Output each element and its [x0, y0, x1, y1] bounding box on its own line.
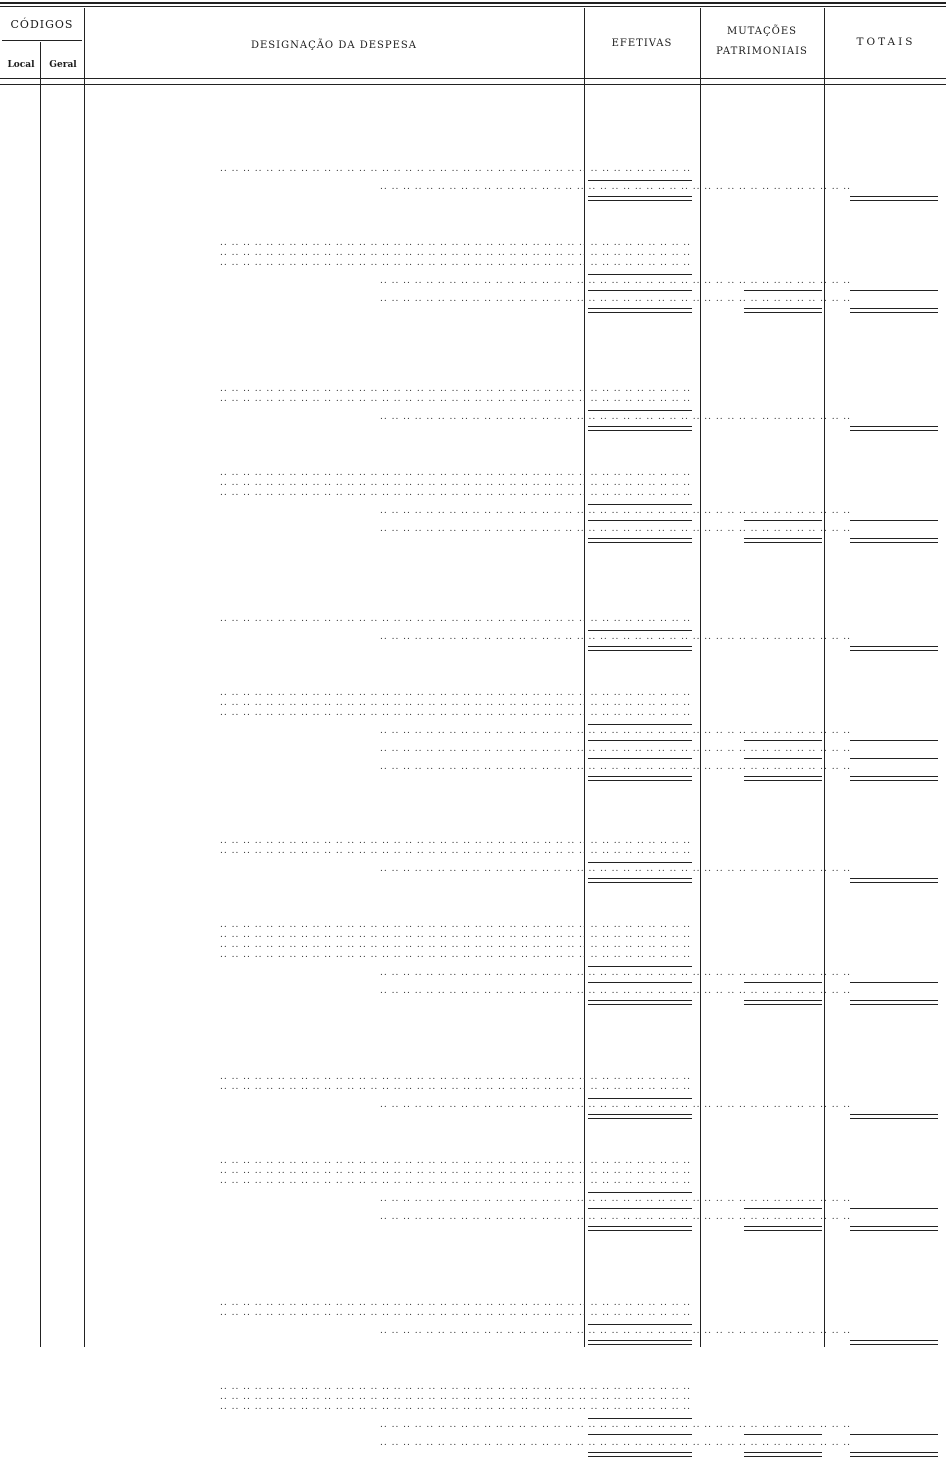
- leader-dots: .. .. .. .. .. .. .. .. .. .. .. .. .. .. .. .. .. .. .. .. .. .. .. .. .. .. .. .. .. .. .. .. .. .. .. .. .. .. .. .. ..: [380, 1420, 852, 1430]
- totais-rule: [850, 426, 938, 427]
- mutacoes-rule: [744, 1004, 822, 1005]
- mutacoes-rule: [744, 520, 822, 521]
- leader-dots: .. .. .. .. .. .. .. .. .. .. .. .. .. .. .. .. .. .. .. .. .. .. .. .. .. .. .. .. .. .. .. .. .. .. .. .. .. .. .. .. ..: [220, 1392, 692, 1402]
- leader-dots: .. .. .. .. .. .. .. .. .. .. .. .. .. .. .. .. .. .. .. .. .. .. .. .. .. .. .. .. .. .. .. .. .. .. .. .. .. .. .. .. ..: [220, 920, 692, 930]
- leader-dots: .. .. .. .. .. .. .. .. .. .. .. .. .. .. .. .. .. .. .. .. .. .. .. .. .. .. .. .. .. .. .. .. .. .. .. .. .. .. .. .. ..: [220, 1156, 692, 1166]
- leader-dots: .. .. .. .. .. .. .. .. .. .. .. .. .. .. .. .. .. .. .. .. .. .. .. .. .. .. .. .. .. .. .. .. .. .. .. .. .. .. .. .. ..: [380, 294, 852, 304]
- leader-dots: .. .. .. .. .. .. .. .. .. .. .. .. .. .. .. .. .. .. .. .. .. .. .. .. .. .. .. .. .. .. .. .. .. .. .. .. .. .. .. .. ..: [220, 950, 692, 960]
- totais-rule: [850, 1344, 938, 1345]
- header-efetivas: EFETIVAS: [611, 38, 673, 49]
- header-designacao: DESIGNAÇÃO DA DESPESA: [250, 40, 417, 51]
- mutacoes-rule: [744, 776, 822, 777]
- leader-dots: .. .. .. .. .. .. .. .. .. .. .. .. .. .. .. .. .. .. .. .. .. .. .. .. .. .. .. .. .. .. .. .. .. .. .. .. .. .. .. .. ..: [220, 164, 692, 174]
- leader-dots: .. .. .. .. .. .. .. .. .. .. .. .. .. .. .. .. .. .. .. .. .. .. .. .. .. .. .. .. .. .. .. .. .. .. .. .. .. .. .. .. ..: [380, 632, 852, 642]
- header-totais: TOTAIS: [856, 36, 916, 48]
- leader-dots: .. .. .. .. .. .. .. .. .. .. .. .. .. .. .. .. .. .. .. .. .. .. .. .. .. .. .. .. .. .. .. .. .. .. .. .. .. .. .. .. ..: [220, 614, 692, 624]
- totais-rule: [850, 1000, 938, 1001]
- leader-dots: .. .. .. .. .. .. .. .. .. .. .. .. .. .. .. .. .. .. .. .. .. .. .. .. .. .. .. .. .. .. .. .. .. .. .. .. .. .. .. .. ..: [220, 1402, 692, 1412]
- header-patrimoniais: PATRIMONIAIS: [716, 46, 808, 57]
- col-rule-desc: [584, 8, 585, 1347]
- totais-rule: [850, 1434, 938, 1435]
- efetivas-rule: [588, 538, 692, 539]
- mutacoes-rule: [744, 1208, 822, 1209]
- subtotal-rule: [588, 1192, 692, 1193]
- top-rule: [0, 2, 946, 4]
- leader-dots: .. .. .. .. .. .. .. .. .. .. .. .. .. .. .. .. .. .. .. .. .. .. .. .. .. .. .. .. .. .. .. .. .. .. .. .. .. .. .. .. ..: [220, 1166, 692, 1176]
- mutacoes-rule: [744, 982, 822, 983]
- efetivas-rule: [588, 1226, 692, 1227]
- efetivas-rule: [588, 1004, 692, 1005]
- leader-dots: .. .. .. .. .. .. .. .. .. .. .. .. .. .. .. .. .. .. .. .. .. .. .. .. .. .. .. .. .. .. .. .. .. .. .. .. .. .. .. .. ..: [380, 1326, 852, 1336]
- leader-dots: .. .. .. .. .. .. .. .. .. .. .. .. .. .. .. .. .. .. .. .. .. .. .. .. .. .. .. .. .. .. .. .. .. .. .. .. .. .. .. .. ..: [220, 940, 692, 950]
- codigos-split-rule: [2, 40, 82, 41]
- mutacoes-rule: [744, 1434, 822, 1435]
- totais-rule: [850, 882, 938, 883]
- efetivas-rule: [588, 430, 692, 431]
- mutacoes-rule: [744, 308, 822, 309]
- leader-dots: .. .. .. .. .. .. .. .. .. .. .. .. .. .. .. .. .. .. .. .. .. .. .. .. .. .. .. .. .. .. .. .. .. .. .. .. .. .. .. .. ..: [380, 864, 852, 874]
- efetivas-rule: [588, 650, 692, 651]
- leader-dots: .. .. .. .. .. .. .. .. .. .. .. .. .. .. .. .. .. .. .. .. .. .. .. .. .. .. .. .. .. .. .. .. .. .. .. .. .. .. .. .. ..: [220, 708, 692, 718]
- subtotal-rule: [588, 274, 692, 275]
- header-geral: Geral: [49, 60, 77, 70]
- leader-dots: .. .. .. .. .. .. .. .. .. .. .. .. .. .. .. .. .. .. .. .. .. .. .. .. .. .. .. .. .. .. .. .. .. .. .. .. .. .. .. .. ..: [380, 412, 852, 422]
- leader-dots: .. .. .. .. .. .. .. .. .. .. .. .. .. .. .. .. .. .. .. .. .. .. .. .. .. .. .. .. .. .. .. .. .. .. .. .. .. .. .. .. ..: [220, 488, 692, 498]
- leader-dots: .. .. .. .. .. .. .. .. .. .. .. .. .. .. .. .. .. .. .. .. .. .. .. .. .. .. .. .. .. .. .. .. .. .. .. .. .. .. .. .. ..: [220, 1176, 692, 1186]
- mutacoes-rule: [744, 1230, 822, 1231]
- totais-rule: [850, 878, 938, 879]
- subtotal-rule: [588, 1324, 692, 1325]
- efetivas-rule: [588, 1000, 692, 1001]
- mutacoes-rule: [744, 1452, 822, 1453]
- efetivas-rule: [588, 776, 692, 777]
- leader-dots: .. .. .. .. .. .. .. .. .. .. .. .. .. .. .. .. .. .. .. .. .. .. .. .. .. .. .. .. .. .. .. .. .. .. .. .. .. .. .. .. ..: [220, 1072, 692, 1082]
- leader-dots: .. .. .. .. .. .. .. .. .. .. .. .. .. .. .. .. .. .. .. .. .. .. .. .. .. .. .. .. .. .. .. .. .. .. .. .. .. .. .. .. ..: [220, 930, 692, 940]
- totais-rule: [850, 196, 938, 197]
- leader-dots: .. .. .. .. .. .. .. .. .. .. .. .. .. .. .. .. .. .. .. .. .. .. .. .. .. .. .. .. .. .. .. .. .. .. .. .. .. .. .. .. ..: [380, 506, 852, 516]
- subtotal-rule: [588, 1418, 692, 1419]
- header-mutacoes: MUTAÇÕES: [726, 26, 797, 37]
- efetivas-rule: [588, 312, 692, 313]
- efetivas-rule: [588, 1452, 692, 1453]
- leader-dots: .. .. .. .. .. .. .. .. .. .. .. .. .. .. .. .. .. .. .. .. .. .. .. .. .. .. .. .. .. .. .. .. .. .. .. .. .. .. .. .. ..: [220, 836, 692, 846]
- leader-dots: .. .. .. .. .. .. .. .. .. .. .. .. .. .. .. .. .. .. .. .. .. .. .. .. .. .. .. .. .. .. .. .. .. .. .. .. .. .. .. .. ..: [220, 1082, 692, 1092]
- leader-dots: .. .. .. .. .. .. .. .. .. .. .. .. .. .. .. .. .. .. .. .. .. .. .. .. .. .. .. .. .. .. .. .. .. .. .. .. .. .. .. .. ..: [380, 1194, 852, 1204]
- header-local: Local: [7, 60, 35, 70]
- leader-dots: .. .. .. .. .. .. .. .. .. .. .. .. .. .. .. .. .. .. .. .. .. .. .. .. .. .. .. .. .. .. .. .. .. .. .. .. .. .. .. .. ..: [380, 182, 852, 192]
- totais-rule: [850, 430, 938, 431]
- col-rule-geral: [84, 8, 85, 1347]
- totais-rule: [850, 1208, 938, 1209]
- totais-rule: [850, 740, 938, 741]
- header-bottom-rule: [0, 78, 946, 79]
- totais-rule: [850, 290, 938, 291]
- leader-dots: .. .. .. .. .. .. .. .. .. .. .. .. .. .. .. .. .. .. .. .. .. .. .. .. .. .. .. .. .. .. .. .. .. .. .. .. .. .. .. .. ..: [220, 688, 692, 698]
- leader-dots: .. .. .. .. .. .. .. .. .. .. .. .. .. .. .. .. .. .. .. .. .. .. .. .. .. .. .. .. .. .. .. .. .. .. .. .. .. .. .. .. ..: [220, 1308, 692, 1318]
- col-rule-efetivas: [700, 8, 701, 1347]
- mutacoes-rule: [744, 740, 822, 741]
- subtotal-rule: [588, 410, 692, 411]
- leader-dots: .. .. .. .. .. .. .. .. .. .. .. .. .. .. .. .. .. .. .. .. .. .. .. .. .. .. .. .. .. .. .. .. .. .. .. .. .. .. .. .. ..: [220, 1382, 692, 1392]
- subtotal-rule: [588, 724, 692, 725]
- totais-rule: [850, 1118, 938, 1119]
- leader-dots: .. .. .. .. .. .. .. .. .. .. .. .. .. .. .. .. .. .. .. .. .. .. .. .. .. .. .. .. .. .. .. .. .. .. .. .. .. .. .. .. ..: [220, 698, 692, 708]
- efetivas-rule: [588, 646, 692, 647]
- leader-dots: .. .. .. .. .. .. .. .. .. .. .. .. .. .. .. .. .. .. .. .. .. .. .. .. .. .. .. .. .. .. .. .. .. .. .. .. .. .. .. .. ..: [220, 248, 692, 258]
- leader-dots: .. .. .. .. .. .. .. .. .. .. .. .. .. .. .. .. .. .. .. .. .. .. .. .. .. .. .. .. .. .. .. .. .. .. .. .. .. .. .. .. ..: [380, 726, 852, 736]
- leader-dots: .. .. .. .. .. .. .. .. .. .. .. .. .. .. .. .. .. .. .. .. .. .. .. .. .. .. .. .. .. .. .. .. .. .. .. .. .. .. .. .. ..: [380, 986, 852, 996]
- efetivas-rule: [588, 1340, 692, 1341]
- efetivas-rule: [588, 520, 692, 521]
- leader-dots: .. .. .. .. .. .. .. .. .. .. .. .. .. .. .. .. .. .. .. .. .. .. .. .. .. .. .. .. .. .. .. .. .. .. .. .. .. .. .. .. ..: [220, 384, 692, 394]
- totais-rule: [850, 1004, 938, 1005]
- totais-rule: [850, 520, 938, 521]
- leader-dots: .. .. .. .. .. .. .. .. .. .. .. .. .. .. .. .. .. .. .. .. .. .. .. .. .. .. .. .. .. .. .. .. .. .. .. .. .. .. .. .. ..: [220, 468, 692, 478]
- mutacoes-rule: [744, 290, 822, 291]
- efetivas-rule: [588, 1208, 692, 1209]
- leader-dots: .. .. .. .. .. .. .. .. .. .. .. .. .. .. .. .. .. .. .. .. .. .. .. .. .. .. .. .. .. .. .. .. .. .. .. .. .. .. .. .. ..: [380, 968, 852, 978]
- efetivas-rule: [588, 1118, 692, 1119]
- totais-rule: [850, 538, 938, 539]
- efetivas-rule: [588, 878, 692, 879]
- subtotal-rule: [588, 862, 692, 863]
- leader-dots: .. .. .. .. .. .. .. .. .. .. .. .. .. .. .. .. .. .. .. .. .. .. .. .. .. .. .. .. .. .. .. .. .. .. .. .. .. .. .. .. ..: [380, 276, 852, 286]
- totais-rule: [850, 1340, 938, 1341]
- efetivas-rule: [588, 200, 692, 201]
- efetivas-rule: [588, 982, 692, 983]
- mutacoes-rule: [744, 1000, 822, 1001]
- efetivas-rule: [588, 426, 692, 427]
- efetivas-rule: [588, 758, 692, 759]
- efetivas-rule: [588, 1114, 692, 1115]
- totais-rule: [850, 308, 938, 309]
- leader-dots: .. .. .. .. .. .. .. .. .. .. .. .. .. .. .. .. .. .. .. .. .. .. .. .. .. .. .. .. .. .. .. .. .. .. .. .. .. .. .. .. ..: [380, 762, 852, 772]
- mutacoes-rule: [744, 538, 822, 539]
- subtotal-rule: [588, 966, 692, 967]
- mutacoes-rule: [744, 542, 822, 543]
- totais-rule: [850, 650, 938, 651]
- subtotal-rule: [588, 630, 692, 631]
- efetivas-rule: [588, 780, 692, 781]
- col-rule-local: [40, 42, 41, 1347]
- leader-dots: .. .. .. .. .. .. .. .. .. .. .. .. .. .. .. .. .. .. .. .. .. .. .. .. .. .. .. .. .. .. .. .. .. .. .. .. .. .. .. .. ..: [380, 1100, 852, 1110]
- totais-rule: [850, 982, 938, 983]
- mutacoes-rule: [744, 780, 822, 781]
- totais-rule: [850, 758, 938, 759]
- totais-rule: [850, 312, 938, 313]
- mutacoes-rule: [744, 1226, 822, 1227]
- efetivas-rule: [588, 308, 692, 309]
- leader-dots: .. .. .. .. .. .. .. .. .. .. .. .. .. .. .. .. .. .. .. .. .. .. .. .. .. .. .. .. .. .. .. .. .. .. .. .. .. .. .. .. ..: [380, 1212, 852, 1222]
- totais-rule: [850, 542, 938, 543]
- mutacoes-rule: [744, 758, 822, 759]
- totais-rule: [850, 1230, 938, 1231]
- efetivas-rule: [588, 542, 692, 543]
- leader-dots: .. .. .. .. .. .. .. .. .. .. .. .. .. .. .. .. .. .. .. .. .. .. .. .. .. .. .. .. .. .. .. .. .. .. .. .. .. .. .. .. ..: [220, 478, 692, 488]
- leader-dots: .. .. .. .. .. .. .. .. .. .. .. .. .. .. .. .. .. .. .. .. .. .. .. .. .. .. .. .. .. .. .. .. .. .. .. .. .. .. .. .. ..: [220, 1298, 692, 1308]
- leader-dots: .. .. .. .. .. .. .. .. .. .. .. .. .. .. .. .. .. .. .. .. .. .. .. .. .. .. .. .. .. .. .. .. .. .. .. .. .. .. .. .. ..: [380, 524, 852, 534]
- totais-rule: [850, 200, 938, 201]
- efetivas-rule: [588, 1230, 692, 1231]
- leader-dots: .. .. .. .. .. .. .. .. .. .. .. .. .. .. .. .. .. .. .. .. .. .. .. .. .. .. .. .. .. .. .. .. .. .. .. .. .. .. .. .. ..: [220, 394, 692, 404]
- top-rule-thin: [0, 6, 946, 7]
- subtotal-rule: [588, 180, 692, 181]
- mutacoes-rule: [744, 312, 822, 313]
- efetivas-rule: [588, 740, 692, 741]
- totais-rule: [850, 1226, 938, 1227]
- header-codigos: CÓDIGOS: [10, 18, 74, 31]
- header-bottom-rule-2: [0, 84, 946, 85]
- efetivas-rule: [588, 882, 692, 883]
- leader-dots: .. .. .. .. .. .. .. .. .. .. .. .. .. .. .. .. .. .. .. .. .. .. .. .. .. .. .. .. .. .. .. .. .. .. .. .. .. .. .. .. ..: [220, 846, 692, 856]
- efetivas-rule: [588, 196, 692, 197]
- totais-rule: [850, 1114, 938, 1115]
- col-rule-mutacoes: [824, 8, 825, 1347]
- subtotal-rule: [588, 504, 692, 505]
- leader-dots: .. .. .. .. .. .. .. .. .. .. .. .. .. .. .. .. .. .. .. .. .. .. .. .. .. .. .. .. .. .. .. .. .. .. .. .. .. .. .. .. ..: [380, 744, 852, 754]
- leader-dots: .. .. .. .. .. .. .. .. .. .. .. .. .. .. .. .. .. .. .. .. .. .. .. .. .. .. .. .. .. .. .. .. .. .. .. .. .. .. .. .. ..: [380, 1438, 852, 1448]
- subtotal-rule: [588, 1098, 692, 1099]
- totais-rule: [850, 776, 938, 777]
- leader-dots: .. .. .. .. .. .. .. .. .. .. .. .. .. .. .. .. .. .. .. .. .. .. .. .. .. .. .. .. .. .. .. .. .. .. .. .. .. .. .. .. ..: [220, 258, 692, 268]
- efetivas-rule: [588, 1434, 692, 1435]
- totais-rule: [850, 1452, 938, 1453]
- leader-dots: .. .. .. .. .. .. .. .. .. .. .. .. .. .. .. .. .. .. .. .. .. .. .. .. .. .. .. .. .. .. .. .. .. .. .. .. .. .. .. .. ..: [220, 238, 692, 248]
- efetivas-rule: [588, 290, 692, 291]
- totais-rule: [850, 780, 938, 781]
- efetivas-rule: [588, 1344, 692, 1345]
- totais-rule: [850, 646, 938, 647]
